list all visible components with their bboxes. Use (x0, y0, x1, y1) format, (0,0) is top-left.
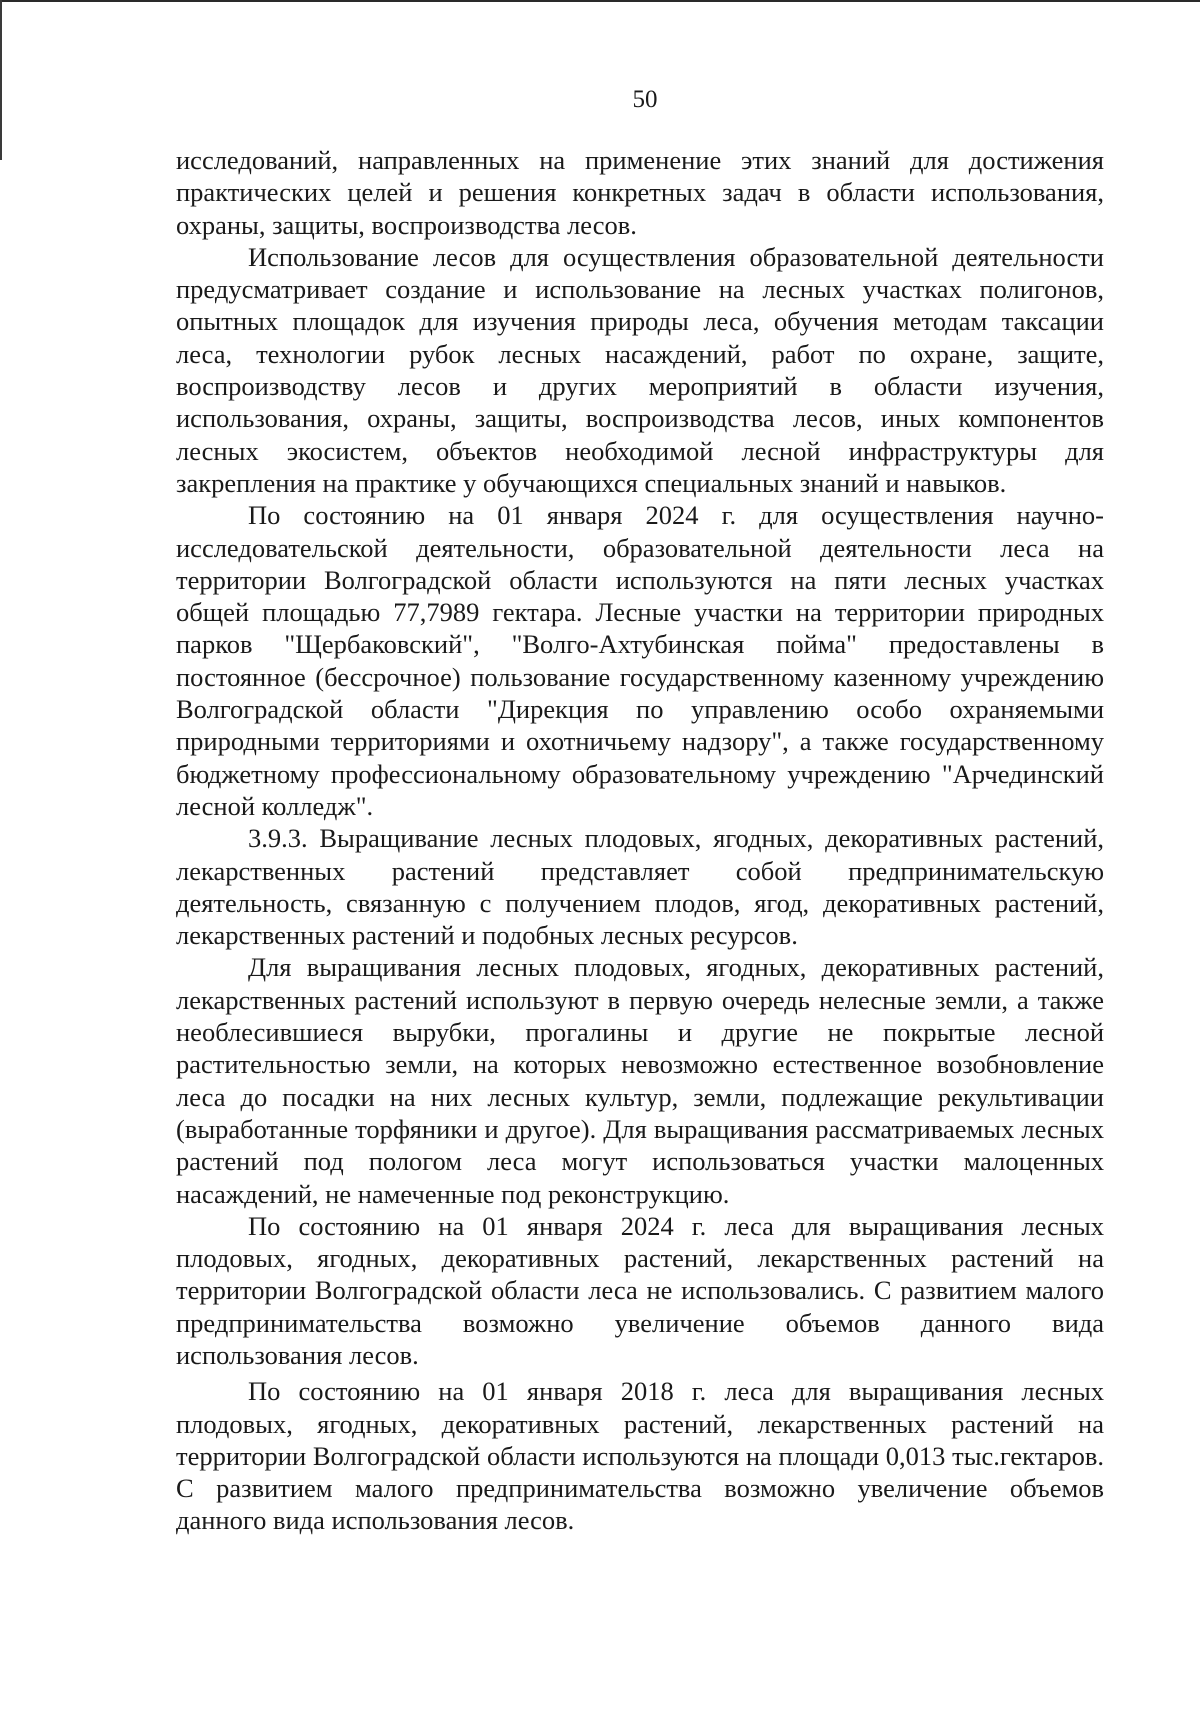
scan-edge-left (0, 0, 2, 160)
paragraph-cultivation-status-2018: По состоянию на 01 января 2018 г. леса для выращивания лесных плодовых, ягодных, декоративных растений, лекарственных растений на территории Волгоградской области используются на площади 0,013 тыс.гектаров. С развитием малого предпринимательства возможно увеличение объемов данного вида использования лесов. (176, 1376, 1104, 1536)
paragraph-educational-use: Использование лесов для осуществления образовательной деятельности предусматривает создание и использование на лесных участках полигонов, опытных площадок для изучения природы леса, обучения методам таксации леса, технологии рубок лесных насаждений, работ по охране, защите, воспроизводству лесов и других мероприятий в области изучения, использования, охраны, защиты, воспроизводства лесов, иных компонентов лесных экосистем, объектов необходимой лесной инфраструктуры для закрепления на практике у обучающихся специальных знаний и навыков. (176, 241, 1104, 498)
document-body (176, 144, 1104, 1537)
paragraph-research-status-2024: По состоянию на 01 января 2024 г. для осуществления научно-исследовательской деятельности, образовательной деятельности леса на территории Волгоградской области используются на пяти лесных участках общей площадью 77,7989 гектара. Лесные участки на территории природных парков "Щербаковский", "Волго-Ахтубинская пойма" предоставлены в постоянное (бессрочное) пользование государственному казенному учреждению Волгоградской области "Дирекция по управлению особо охраняемыми природными территориями и охотничьему надзору", а также государственному бюджетному профессиональному образовательному учреждению "Арчединский лесной колледж". (176, 500, 1104, 821)
paragraph-section-3-9-3: 3.9.3. Выращивание лесных плодовых, ягодных, декоративных растений, лекарственных растений представляет собой предпринимательскую деятельность, связанную с получением плодов, ягод, декоративных растений, лекарственных растений и подобных лесных ресурсов. (176, 823, 1104, 951)
page-number: 50 (632, 86, 658, 113)
paragraph-continuation: исследований, направленных на применение этих знаний для достижения практических целей и решения конкретных задач в области использования, охраны, защиты, воспроизводства лесов. (176, 145, 1104, 240)
paragraph-cultivation-status-2024: По состоянию на 01 января 2024 г. леса для выращивания лесных плодовых, ягодных, декоративных растений, лекарственных растений на территории Волгоградской области леса не использовались. С развитием малого предпринимательства возможно увеличение объемов данного вида использования лесов. (176, 1210, 1104, 1370)
paragraph-cultivation-lands: Для выращивания лесных плодовых, ягодных, декоративных растений, лекарственных растений используют в первую очередь нелесные земли, а также необлесившиеся вырубки, прогалины и другие не покрытые лесной растительностью земли, на которых невозможно естественное возобновление леса до посадки на них лесных культур, земли, подлежащие рекультивации (выработанные торфяники и другое). Для выращивания рассматриваемых лесных растений под пологом леса могут использоваться участки малоценных насаждений, не намеченные под реконструкцию. (176, 952, 1104, 1209)
scan-edge-top (0, 0, 1200, 2)
